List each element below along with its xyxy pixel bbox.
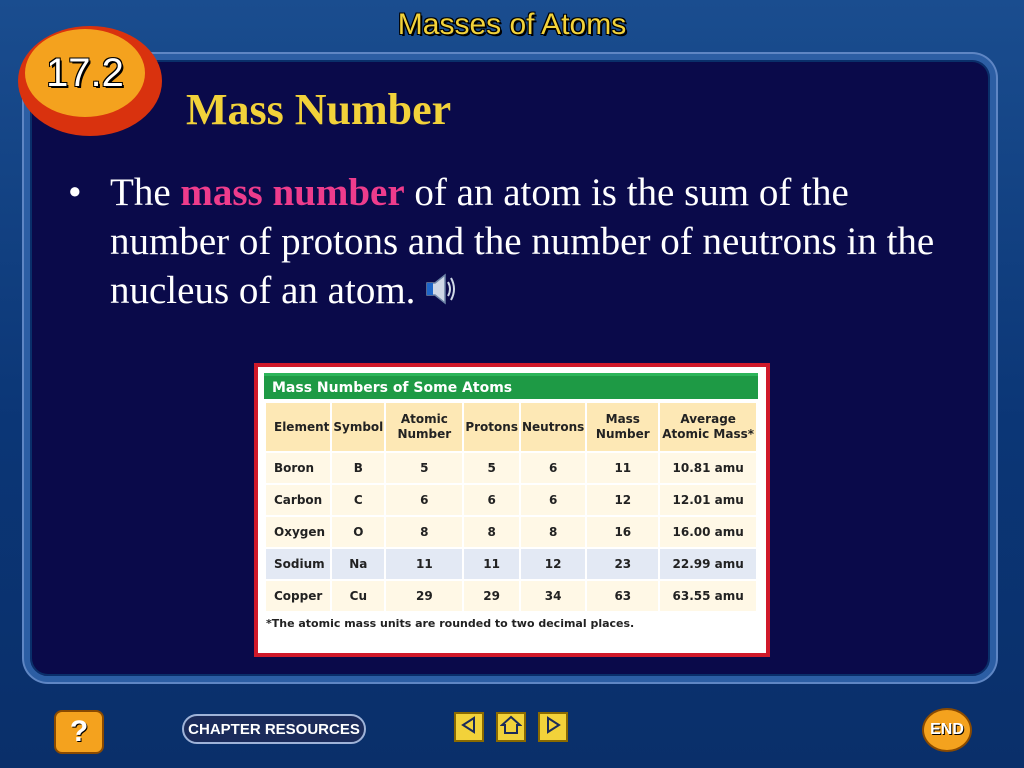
cell-average-atomic-mass: 22.99 amu (660, 549, 756, 579)
bullet-term-mass-number: mass number (180, 171, 405, 214)
cell-protons: 8 (464, 517, 519, 547)
col-header-neutrons: Neutrons (521, 403, 585, 451)
col-header-symbol: Symbol (332, 403, 384, 451)
cell-atomic-number: 5 (386, 453, 462, 483)
chapter-resources-button[interactable]: CHAPTER RESOURCES (182, 714, 366, 744)
bullet-dot: • (68, 171, 82, 214)
arrow-left-icon (459, 715, 479, 740)
cell-mass-number: 12 (587, 485, 658, 515)
cell-protons: 11 (464, 549, 519, 579)
cell-element: Oxygen (266, 517, 330, 547)
cell-atomic-number: 8 (386, 517, 462, 547)
data-table (264, 401, 758, 613)
cell-neutrons: 8 (521, 517, 585, 547)
slide-heading: Mass Number (186, 85, 452, 134)
table-header-row (266, 403, 756, 451)
table-footnote: *The atomic mass units are rounded to two decimal places. (266, 617, 635, 630)
cell-average-atomic-mass: 16.00 amu (660, 517, 756, 547)
cell-neutrons: 34 (521, 581, 585, 611)
table-row (266, 549, 756, 579)
cell-element: Boron (266, 453, 330, 483)
cell-average-atomic-mass: 12.01 amu (660, 485, 756, 515)
cell-atomic-number: 6 (386, 485, 462, 515)
table-row (266, 485, 756, 515)
cell-mass-number: 16 (587, 517, 658, 547)
bullet-text-before: The (110, 171, 181, 214)
cell-symbol: Na (332, 549, 384, 579)
next-button[interactable] (538, 712, 568, 742)
cell-average-atomic-mass: 10.81 amu (660, 453, 756, 483)
cell-atomic-number: 11 (386, 549, 462, 579)
arrow-right-icon (543, 715, 563, 740)
cell-symbol: O (332, 517, 384, 547)
table-row (266, 517, 756, 547)
col-header-average-atomic-mass: Average Atomic Mass* (660, 403, 756, 451)
cell-average-atomic-mass: 63.55 amu (660, 581, 756, 611)
cell-element: Copper (266, 581, 330, 611)
help-button[interactable]: ? (54, 710, 104, 754)
cell-neutrons: 6 (521, 453, 585, 483)
cell-element: Carbon (266, 485, 330, 515)
cell-symbol: Cu (332, 581, 384, 611)
section-badge (18, 26, 162, 136)
table-row (266, 453, 756, 483)
mass-numbers-table-frame (254, 363, 770, 657)
cell-protons: 6 (464, 485, 519, 515)
cell-protons: 29 (464, 581, 519, 611)
cell-symbol: C (332, 485, 384, 515)
header-title: Masses of Atoms (397, 8, 627, 41)
bullet-point (68, 168, 948, 319)
bullet-body (110, 168, 948, 319)
cell-mass-number: 11 (587, 453, 658, 483)
home-button[interactable] (496, 712, 526, 742)
cell-element: Sodium (266, 549, 330, 579)
previous-button[interactable] (454, 712, 484, 742)
section-number: 17.2 (46, 50, 124, 95)
cell-protons: 5 (464, 453, 519, 483)
table-title: Mass Numbers of Some Atoms (264, 373, 758, 399)
cell-neutrons: 6 (521, 485, 585, 515)
bullet-text-after: of an atom is the sum of the number of protons and the number of neutrons in the nucleus of an atom. (110, 171, 935, 312)
col-header-element: Element (266, 403, 330, 451)
mass-numbers-table (258, 367, 766, 653)
cell-symbol: B (332, 453, 384, 483)
col-header-atomic-number: Atomic Number (386, 403, 462, 451)
end-button[interactable]: END (922, 708, 972, 752)
col-header-protons: Protons (464, 403, 519, 451)
section-badge-inner (25, 29, 145, 117)
speaker-icon[interactable] (423, 270, 457, 319)
table-row (266, 581, 756, 611)
cell-mass-number: 23 (587, 549, 658, 579)
cell-neutrons: 12 (521, 549, 585, 579)
footer-nav (0, 700, 1024, 760)
col-header-mass-number: Mass Number (587, 403, 658, 451)
cell-mass-number: 63 (587, 581, 658, 611)
cell-atomic-number: 29 (386, 581, 462, 611)
home-icon (500, 715, 522, 740)
